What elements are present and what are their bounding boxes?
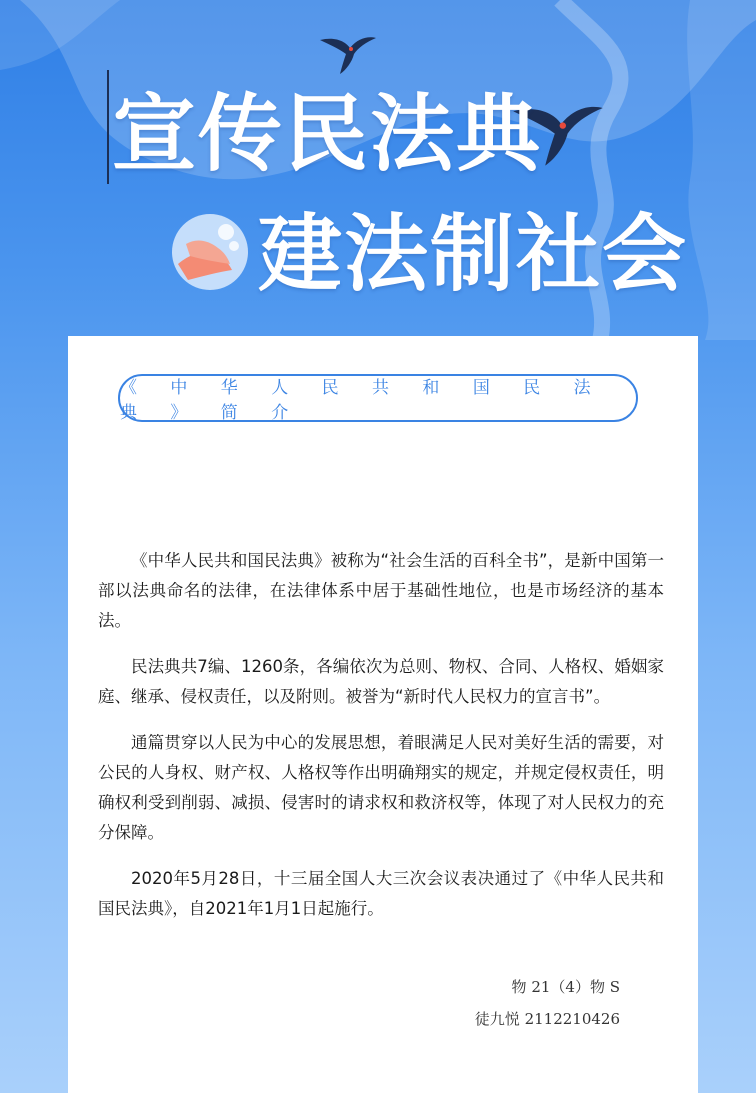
paragraph-2: 民法典共7编、1260条，各编依次为总则、物权、合同、人格权、婚姻家庭、继承、侵权责任，以及附则。被誉为“新时代人民权力的宣言书”。 bbox=[98, 657, 664, 706]
swallow-icon bbox=[318, 30, 378, 76]
banner-title-line1: 宣传民法典 bbox=[112, 85, 543, 183]
card-body bbox=[98, 546, 664, 940]
card-heading-pill bbox=[118, 374, 638, 422]
banner-title-line2: 建法制社会 bbox=[258, 205, 689, 303]
card-heading: 《 中 华 人 民 共 和 国 民 法 典 》 简 介 bbox=[120, 378, 605, 423]
title-accent-bar bbox=[107, 70, 109, 184]
washing-hands-icon bbox=[168, 210, 252, 294]
paragraph-4: 2020年5月28日，十三届全国人大三次会议表决通过了《中华人民共和国民法典》，自2021年1月1日起施行。 bbox=[98, 869, 664, 918]
paragraph-1: 《中华人民共和国民法典》被称为“社会生活的百科全书”，是新中国第一部以法典命名的法律，在法律体系中居于基础性地位，也是市场经济的基本法。 bbox=[98, 551, 664, 630]
signature-name: 徒九悦 2112210426 bbox=[474, 1010, 620, 1028]
intro-card bbox=[68, 336, 698, 1093]
paragraph-3: 通篇贯穿以人民为中心的发展思想，着眼满足人民对美好生活的需要，对公民的人身权、财产权、人格权等作出明确翔实的规定，并规定侵权责任，明确权利受到削弱、减损、侵害时的请求权和救济权等，体现了对人民权力的充分保障。 bbox=[98, 733, 664, 842]
signature-class: 物 21（4）物 S bbox=[511, 978, 620, 996]
